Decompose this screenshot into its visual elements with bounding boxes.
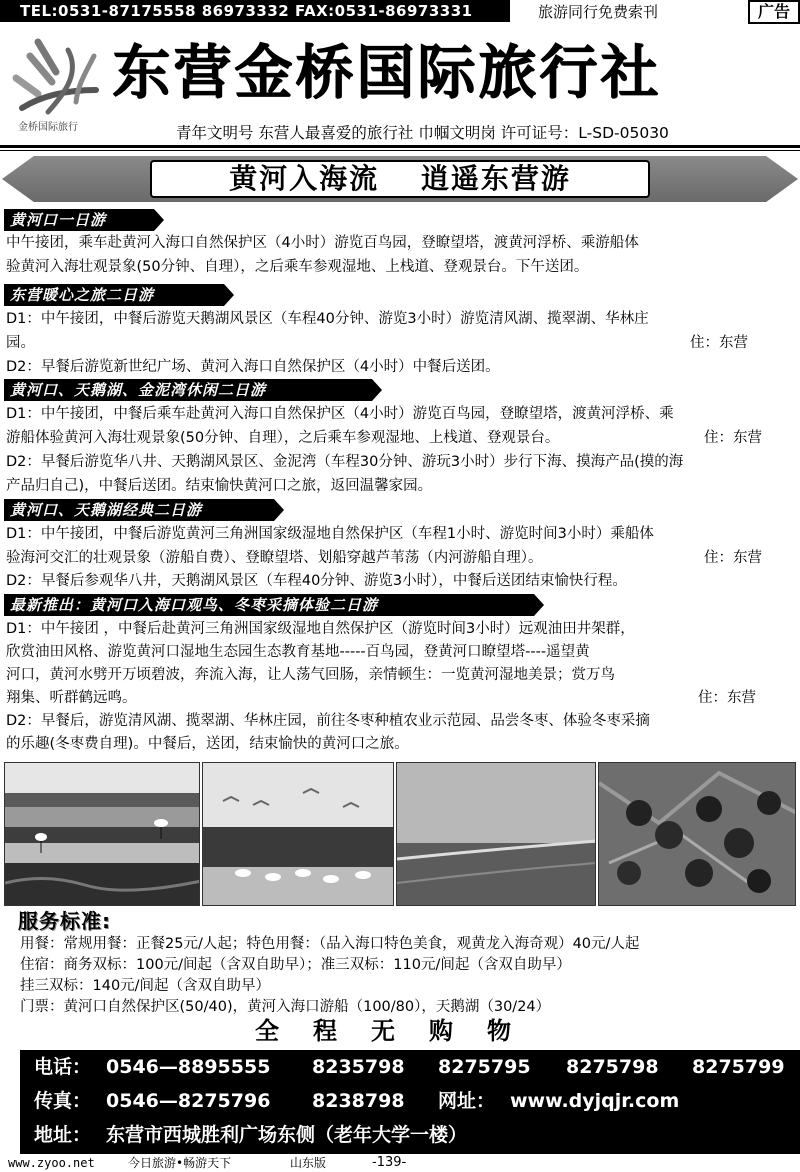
tour-line: D2：早餐后游览新世纪广场、黄河入海口自然保护区（4小时）中餐后送团。 — [6, 359, 500, 375]
tour-title: 最新推出：黄河口入海口观鸟、冬枣采摘体验二日游 — [4, 594, 534, 616]
service-line: 住宿：商务双标：100元/间起（含双自助早）；准三双标：110元/间起（含双自助早） — [20, 957, 571, 973]
tour-line: D2：早餐后游览华八井、天鹅湖风景区、金泥湾（车程30分钟、游玩3小时）步行下海、摸海产品(摸的海 — [6, 454, 684, 470]
footer-site[interactable]: www.zyoo.net — [8, 1156, 95, 1170]
top-contact: TEL:0531-87175558 86973332 FAX:0531-86973331 — [0, 0, 510, 22]
phone-number: 0546—8895555 — [106, 1056, 271, 1078]
phone-number: 8275795 — [438, 1056, 531, 1078]
tour-line: 园。 — [6, 335, 35, 351]
fax-label: 传真： — [34, 1090, 92, 1112]
photo-wetland-cranes — [4, 762, 200, 906]
tour-line: 产品归自己)，中餐后送团。结束愉快黄河口之旅，返回温馨家园。 — [6, 478, 433, 494]
tour-line: 的乐趣(冬枣费自理)。中餐后，送团，结束愉快的黄河口之旅。 — [6, 736, 409, 752]
fax-number: 8238798 — [312, 1090, 405, 1112]
service-line: 门票：黄河口自然保护区(50/40)，黄河入海口游船（100/80），天鹅湖（30/24） — [20, 999, 551, 1015]
stay-label: 住：东营 — [698, 690, 756, 706]
address-text: 东营市西城胜利广场东侧（老年大学一楼） — [106, 1124, 468, 1146]
tour-line: D2：早餐后参观华八井，天鹅湖风景区（车程40分钟、游览3小时），中餐后送团结束愉快行程。 — [6, 573, 627, 589]
tour-title: 东营暖心之旅二日游 — [4, 284, 224, 306]
no-shopping: 全程无购物 — [255, 1017, 545, 1045]
page-number: -139- — [372, 1155, 407, 1170]
stay-label: 住：东营 — [704, 430, 762, 446]
tour-line: 验海河交汇的壮观景象（游船自费）、登瞭望塔、划船穿越芦苇荡（内河游船自理）。 — [6, 550, 543, 566]
header-rule-thin — [0, 150, 800, 151]
tour-line: D1：中午接团，中餐后乘车赴黄河入海口自然保护区（4小时）游览百鸟园，登瞭望塔，渡黄河浮桥、乘 — [6, 406, 674, 422]
address-label: 地址： — [34, 1124, 92, 1146]
top-bar — [0, 0, 800, 24]
logo-caption: 金桥国际旅行 — [18, 122, 78, 133]
phone-label: 电话： — [34, 1056, 92, 1078]
company-name: 东营金桥国际旅行社 — [112, 38, 662, 106]
footer — [0, 1154, 800, 1172]
phone-number: 8275798 — [566, 1056, 659, 1078]
phone-number: 8235798 — [312, 1056, 405, 1078]
banner-title: 黄河入海流 逍遥东营游 — [229, 162, 571, 195]
web-label: 网址： — [438, 1090, 496, 1112]
fax-number: 0546—8275796 — [106, 1090, 271, 1112]
top-index-text: 旅游同行免费索刊 — [538, 3, 659, 21]
tour-line: 游船体验黄河入海壮观景象(50分钟、自理），之后乘车参观湿地、上栈道、登观景台。 — [6, 430, 560, 446]
header-rule — [0, 145, 800, 148]
ad-label: 广告 — [748, 0, 800, 24]
footer-edition: 山东版 — [290, 1156, 327, 1170]
footer-slogan: 今日旅游•畅游天下 — [128, 1156, 232, 1170]
tour-title: 黄河口一日游 — [4, 209, 154, 231]
service-title: 服务标准: — [18, 909, 111, 933]
header-slogan: 青年文明号 东营人最喜爱的旅行社 巾帼文明岗 许可证号：L-SD-05030 — [176, 124, 669, 142]
stay-label: 住：东营 — [704, 550, 762, 566]
tour-line: 验黄河入海壮观景象(50分钟、自理），之后乘车参观湿地、上栈道、登观景台。下午送团。 — [6, 259, 589, 275]
tour-line: 中午接团，乘车赴黄河入海口自然保护区（4小时）游览百鸟园，登瞭望塔，渡黄河浮桥、乘游船体 — [6, 235, 639, 251]
tour-line: D1：中午接团 ，中餐后赴黄河三角洲国家级湿地自然保护区（游览时间3小时）远观油田井架群， — [6, 621, 635, 637]
service-line: 用餐：常规用餐：正餐25元/人起；特色用餐：（品入海口特色美食，观黄龙入海奇观）40元/人起 — [20, 936, 640, 952]
tour-line: 欣赏油田风格、游览黄河口湿地生态园生态教育基地-----百鸟园，登黄河口瞭望塔----遥望黄 — [6, 644, 590, 660]
photo-swans — [202, 762, 394, 906]
contact-box — [20, 1050, 800, 1154]
logo — [8, 32, 108, 128]
tour-title: 黄河口、天鹅湖、金泥湾休闲二日游 — [4, 379, 372, 401]
photo-winter-jujube — [598, 762, 796, 906]
tour-line: D1：中午接团，中餐后游览黄河三角洲国家级湿地自然保护区（车程1小时、游览时间3小时）乘船体 — [6, 526, 654, 542]
phone-number: 8275799 — [692, 1056, 785, 1078]
tour-line: D2：早餐后，游览清风湖、揽翠湖、华林庄园，前往冬枣种植农业示范园、品尝冬枣、体验冬枣采摘 — [6, 713, 650, 729]
tour-title: 黄河口、天鹅湖经典二日游 — [4, 499, 274, 521]
tour-line: D1：中午接团，中餐后游览天鹅湖风景区（车程40分钟、游览3小时）游览清风湖、揽翠湖、华林庄 — [6, 311, 649, 327]
tour-line: 翔集、听群鹤远鸣。 — [6, 690, 137, 706]
website-link[interactable]: www.dyjqjr.com — [510, 1090, 680, 1112]
tour-line: 河口，黄河水劈开万顷碧波，奔流入海，让人荡气回肠，亲情顿生：一览黄河湿地美景；赏万鸟 — [6, 667, 615, 683]
stay-label: 住：东营 — [690, 335, 748, 351]
photo-estuary — [396, 762, 596, 906]
service-line: 挂三双标：140元/间起（含双自助早） — [20, 978, 271, 994]
